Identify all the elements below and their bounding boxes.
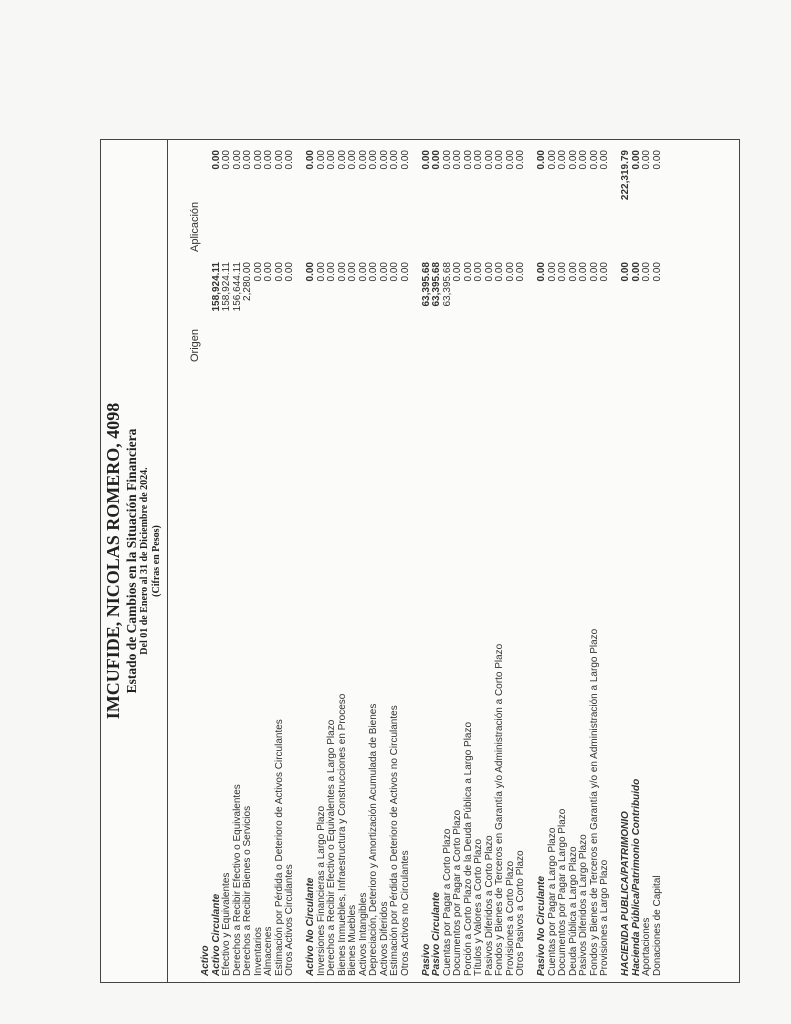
origin-value: 63,395.68: [431, 262, 442, 307]
statement-rows: [201, 144, 663, 976]
row-label: Estimación por Pérdida o Deterioro de Activos no Circulantes: [389, 705, 400, 976]
header-divider: [167, 140, 168, 982]
row-label: Activo Circulante: [210, 893, 222, 976]
origin-value: 0.00: [536, 262, 547, 282]
origin-value: 0.00: [567, 262, 579, 282]
row-label: Almacenes: [263, 926, 274, 976]
origin-value: 0.00: [588, 262, 600, 282]
column-header-application: Aplicación: [189, 201, 201, 252]
application-value: 0.00: [399, 150, 411, 170]
application-value: 0.00: [252, 150, 264, 170]
row-label: Bienes Inmuebles, Infraestructura y Construcciones en Proceso: [336, 693, 348, 976]
application-value: 0.00: [473, 150, 484, 170]
application-value: 0.00: [231, 150, 243, 170]
row-label: Derechos a Recibir Bienes o Servicios: [242, 805, 253, 976]
origin-value: 0.00: [504, 262, 516, 282]
origin-value: 0.00: [389, 262, 400, 282]
entity-name: IMCUFIDE, NICOLAS ROMERO, 4098: [103, 402, 123, 720]
origin-value: 0.00: [651, 262, 663, 282]
application-value: 0.00: [515, 150, 526, 170]
origin-value: 0.00: [462, 262, 474, 282]
application-value: 0.00: [315, 150, 327, 170]
row-label: Fondos y Bienes de Terceros en Garantía y/o en Administración a Largo Plazo: [588, 628, 600, 976]
origin-value: 0.00: [315, 262, 327, 282]
table-row: [474, 144, 485, 976]
row-label: Otros Pasivos a Corto Plazo: [515, 850, 526, 976]
row-label: Bienes Muebles: [347, 904, 358, 976]
row-label: Fondos y Bienes de Terceros en Garantía y/o Administración a Corto Plazo: [494, 643, 505, 976]
origin-value: 0.00: [305, 262, 316, 282]
row-label: Inversiones Financieras a Largo Plazo: [315, 805, 327, 976]
application-value: 0.00: [536, 150, 547, 170]
row-label: Derechos a Recibir Efectivo o Equivalentes: [231, 784, 243, 976]
origin-value: 0.00: [326, 262, 337, 282]
subtotal-row-pasivo-no-circulante: [537, 144, 548, 976]
application-value: 0.00: [431, 150, 442, 170]
row-label: Provisiones a Corto Plazo: [504, 860, 516, 976]
origin-value: 0.00: [357, 262, 369, 282]
document-title: Estado de Cambios en la Situación Financiera: [123, 428, 139, 694]
origin-value: 0.00: [378, 262, 390, 282]
row-label: Otros Activos Circulantes: [284, 864, 295, 976]
origin-value: 0.00: [347, 262, 358, 282]
report-units: (Cifras en Pesos): [150, 525, 162, 597]
row-label: Activo: [200, 945, 211, 976]
application-value: 0.00: [462, 150, 474, 170]
subtotal-row-activo-no-circulante: [306, 144, 317, 976]
row-label: Depreciación, Deterioro y Amortización Acumulada de Bienes: [368, 703, 379, 976]
origin-value: 0.00: [483, 262, 495, 282]
application-value: 0.00: [210, 150, 222, 170]
section-row-activo: [201, 144, 212, 976]
application-value: 0.00: [357, 150, 369, 170]
row-label: Pasivos Diferidos a Largo Plazo: [578, 834, 589, 976]
application-value: 0.00: [483, 150, 495, 170]
application-value: 0.00: [273, 150, 285, 170]
application-value: 0.00: [494, 150, 505, 170]
table-row: [264, 144, 275, 976]
origin-value: 158,924.11: [210, 262, 222, 312]
origin-value: 158,924.11: [221, 262, 232, 312]
origin-value: 0.00: [273, 262, 285, 282]
table-row: [653, 144, 664, 976]
table-row: [285, 144, 296, 976]
origin-value: 0.00: [263, 262, 274, 282]
origin-value: 0.00: [620, 262, 631, 282]
application-value: 0.00: [651, 150, 663, 170]
application-value: 0.00: [326, 150, 337, 170]
application-value: 0.00: [441, 150, 453, 170]
spacer: [411, 144, 422, 976]
row-label: Derechos a Recibir Efectivo o Equivalentes a Largo Plazo: [326, 719, 337, 976]
origin-value: 0.00: [452, 262, 463, 282]
row-label: Deuda Pública a Largo Plazo: [567, 846, 579, 976]
row-label: HACIENDA PUBLICA/PATRIMONIO: [620, 811, 631, 976]
table-row: [642, 144, 653, 976]
column-header-origin: Origen: [189, 328, 201, 362]
report-period: Del 01 de Enero al 31 de Diciembre de 2024.: [139, 467, 151, 655]
row-label: Provisiones a Largo Plazo: [599, 859, 610, 976]
origin-value: 0.00: [641, 262, 652, 282]
application-value: 0.00: [420, 150, 432, 170]
application-value: 0.00: [263, 150, 274, 170]
row-label: Inventarios: [252, 927, 264, 976]
application-value: 0.00: [546, 150, 558, 170]
origin-value: 0.00: [494, 262, 505, 282]
subtotal-row-pasivo-circulante: [432, 144, 443, 976]
row-label: Pasivo: [420, 943, 432, 976]
row-label: Otros Activos no Circulantes: [399, 850, 411, 976]
table-row: [558, 144, 569, 976]
financial-statement-sheet: [100, 139, 740, 983]
application-value: 0.00: [452, 150, 463, 170]
table-row: [453, 144, 464, 976]
origin-value: 0.00: [368, 262, 379, 282]
table-row: [369, 144, 380, 976]
origin-value: 0.00: [515, 262, 526, 282]
application-value: 0.00: [578, 150, 589, 170]
application-value: 0.00: [336, 150, 348, 170]
row-label: Activos Intangibles: [357, 892, 369, 976]
table-row: [516, 144, 527, 976]
row-label: Activo No Circulante: [305, 877, 316, 976]
application-value: 0.00: [504, 150, 516, 170]
section-row-hacienda: [621, 144, 632, 976]
row-label: Cuentas por Pagar a Largo Plazo: [546, 827, 558, 976]
table-row: [495, 144, 506, 976]
row-label: Pasivos Diferidos a Corto Plazo: [483, 835, 495, 976]
application-value: 0.00: [557, 150, 568, 170]
application-value: 0.00: [378, 150, 390, 170]
table-row: [222, 144, 233, 976]
origin-value: 156,644.11: [231, 262, 243, 312]
origin-value: 63,395.68: [441, 262, 453, 307]
origin-value: 0.00: [578, 262, 589, 282]
application-value: 0.00: [368, 150, 379, 170]
application-value: 0.00: [389, 150, 400, 170]
table-row: [243, 144, 254, 976]
row-label: Porción a Corto Plazo de la Deuda Pública a Largo Plazo: [462, 721, 474, 976]
application-value: 0.00: [641, 150, 652, 170]
row-label: Activos Diferidos: [378, 901, 390, 976]
application-value: 0.00: [242, 150, 253, 170]
origin-value: 0.00: [599, 262, 610, 282]
application-value: 0.00: [630, 150, 642, 170]
row-label: Títulos y Valores a Corto Plazo: [473, 838, 484, 976]
application-value: 0.00: [305, 150, 316, 170]
row-label: Efectivo y Equivalentes: [221, 872, 232, 976]
table-row: [579, 144, 590, 976]
application-value: 0.00: [284, 150, 295, 170]
origin-value: 0.00: [473, 262, 484, 282]
application-value: 0.00: [567, 150, 579, 170]
row-label: Donaciones de Capital: [651, 875, 663, 976]
table-row: [390, 144, 401, 976]
origin-value: 0.00: [252, 262, 264, 282]
application-value: 0.00: [221, 150, 232, 170]
origin-value: 0.00: [284, 262, 295, 282]
row-label: Documentos por Pagar a Largo Plazo: [557, 808, 568, 976]
origin-value: 0.00: [399, 262, 411, 282]
origin-value: 0.00: [336, 262, 348, 282]
row-label: Estimación por Pérdida o Deterioro de Activos Circulantes: [273, 719, 285, 976]
application-value: 0.00: [599, 150, 610, 170]
table-row: [348, 144, 359, 976]
row-label: Pasivo No Circulante: [536, 875, 547, 976]
origin-value: 0.00: [630, 262, 642, 282]
table-row: [600, 144, 611, 976]
table-row: [401, 144, 412, 976]
row-label: Pasivo Circulante: [431, 892, 442, 976]
application-value: 0.00: [588, 150, 600, 170]
row-label: Aportaciones: [641, 917, 652, 976]
origin-value: 2,280.00: [242, 262, 253, 301]
table-row: [327, 144, 338, 976]
origin-value: 63,395.68: [420, 262, 432, 307]
application-value: 0.00: [347, 150, 358, 170]
origin-value: 0.00: [557, 262, 568, 282]
row-label: Documentos por Pagar a Corto Plazo: [452, 809, 463, 976]
row-label: Hacienda Pública/Patrimonio Contribuido: [630, 778, 642, 976]
application-value: 222,319.79: [620, 150, 631, 201]
origin-value: 0.00: [546, 262, 558, 282]
row-label: Cuentas por Pagar a Corto Plazo: [441, 828, 453, 976]
report-header: [101, 140, 165, 982]
